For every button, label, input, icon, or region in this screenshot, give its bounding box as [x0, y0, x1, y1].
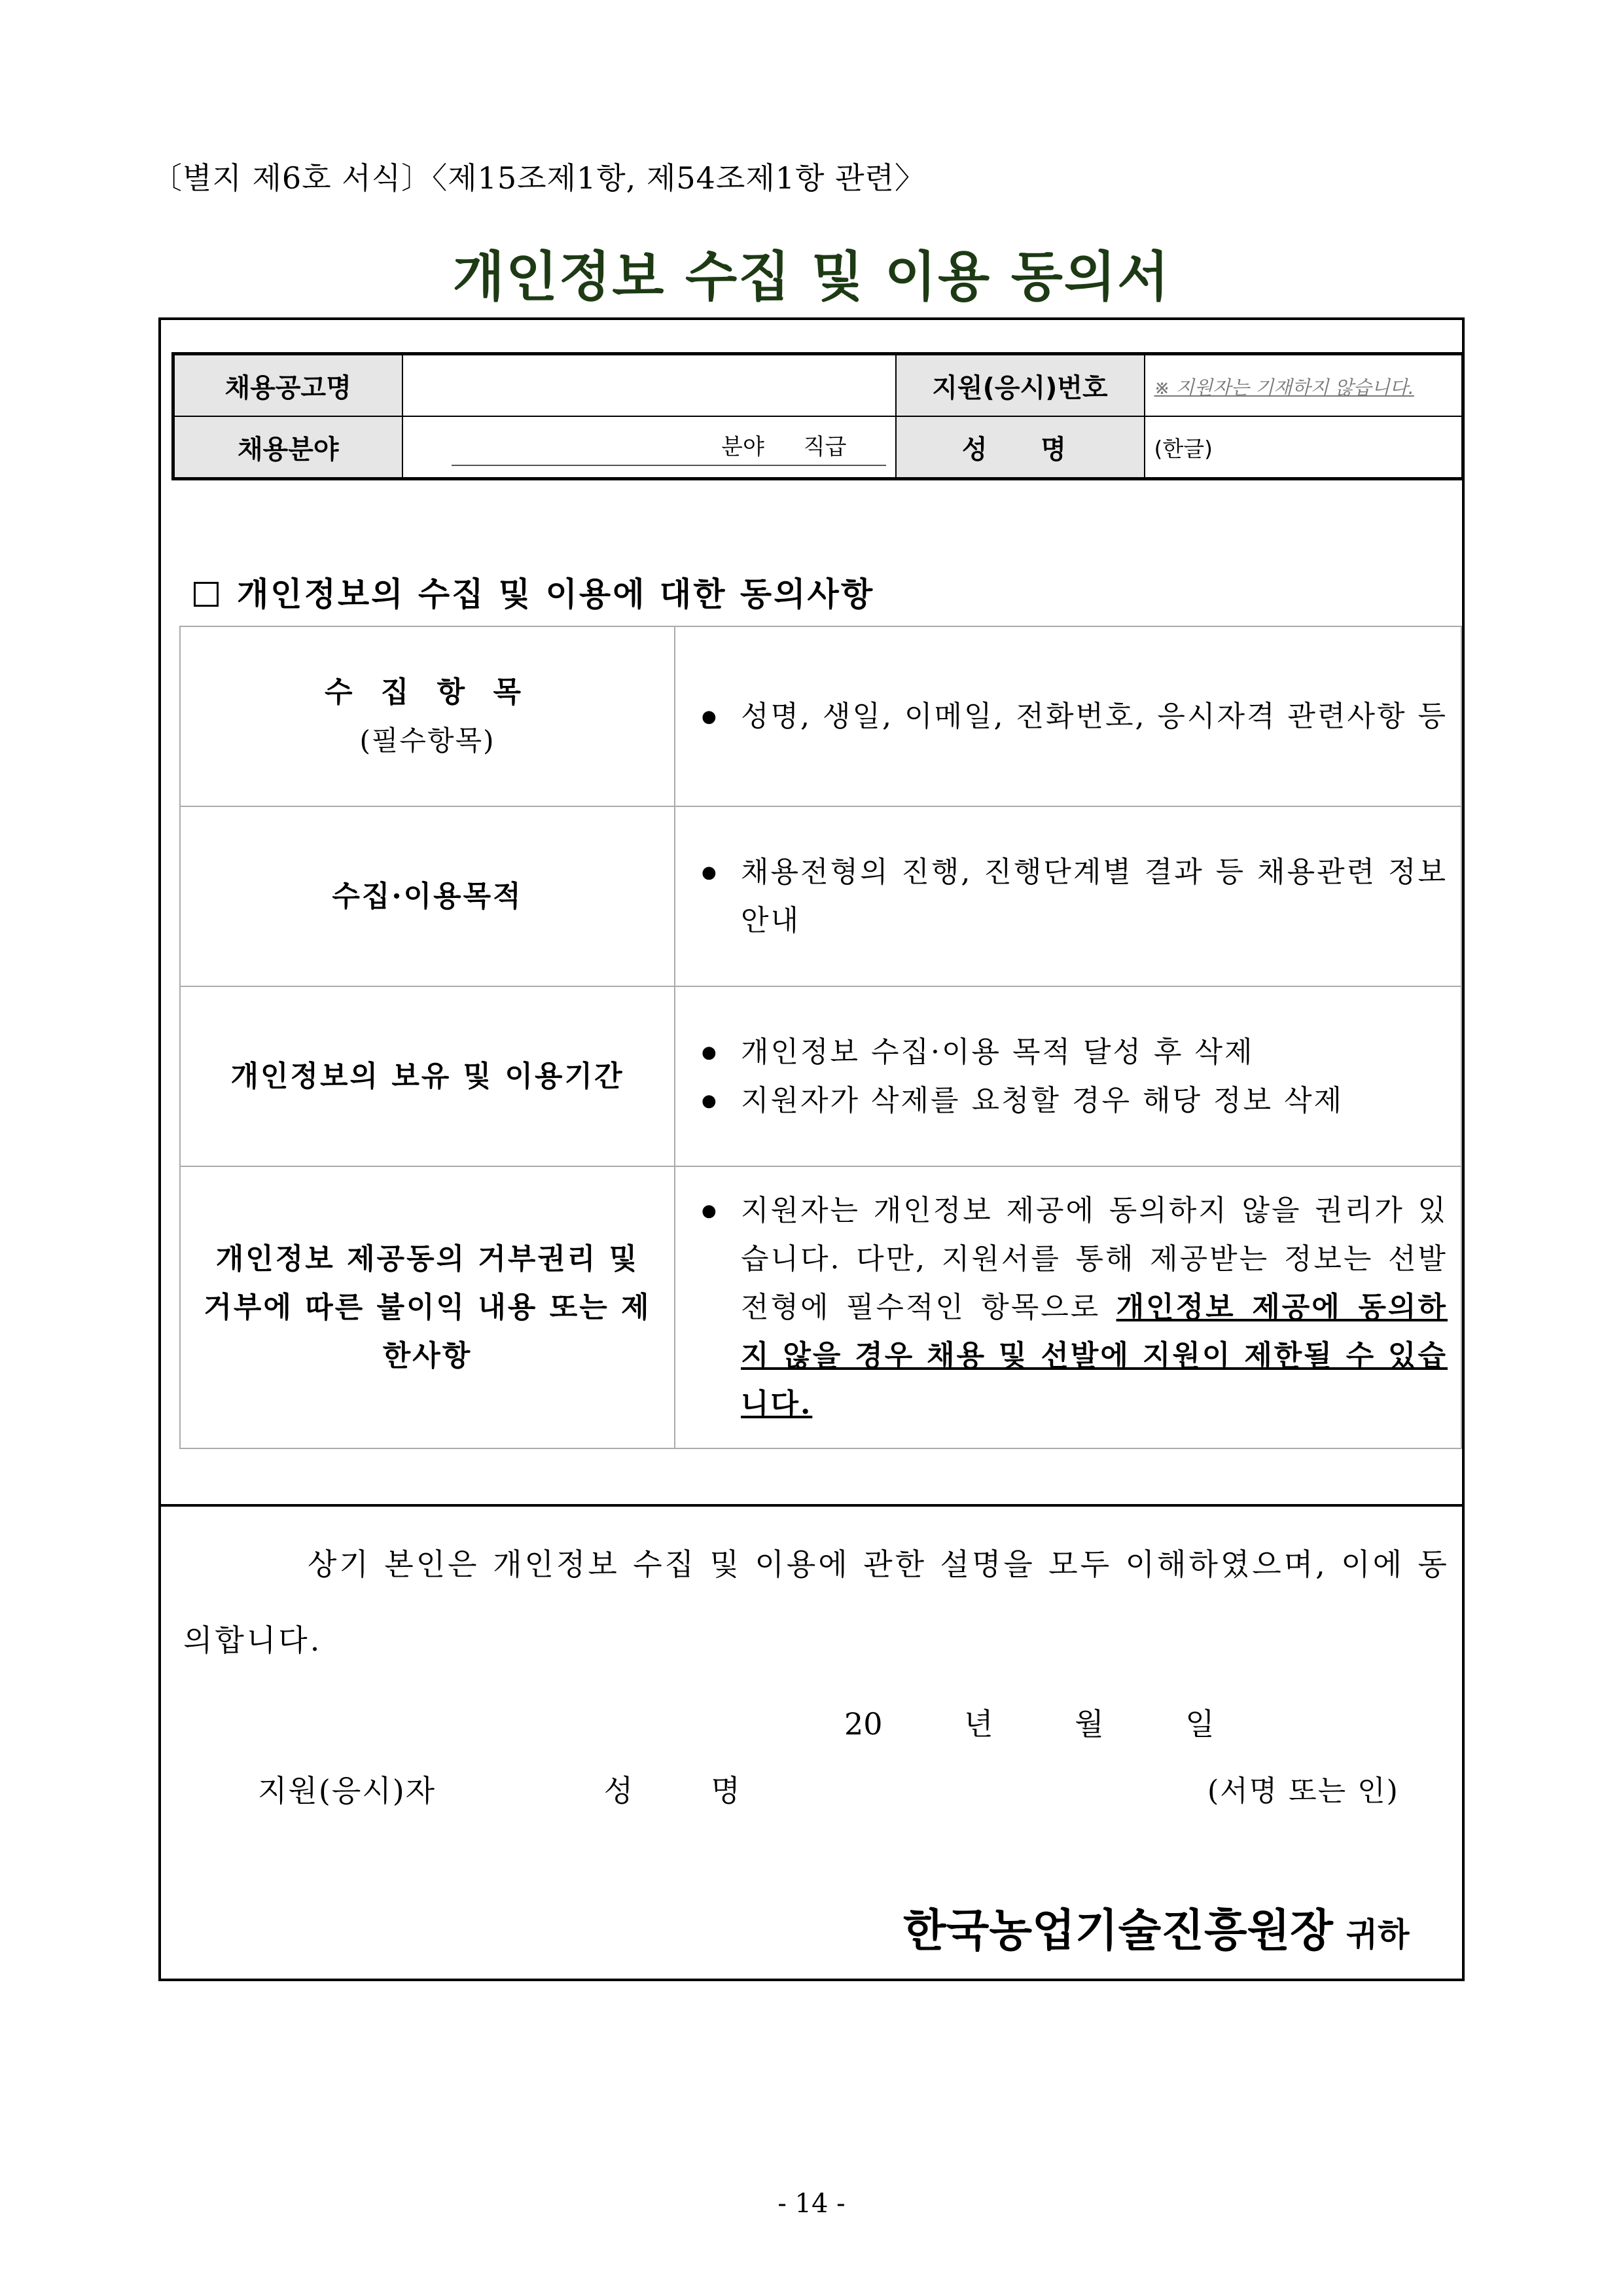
retention-label: 개인정보의 보유 및 이용기간	[180, 986, 675, 1166]
list-item: ● 개인정보 수집·이용 목적 달성 후 삭제	[702, 1028, 1448, 1077]
retention-content	[675, 986, 1461, 1166]
section-heading-text: 개인정보의 수집 및 이용에 대한 동의사항	[237, 575, 875, 613]
date-month-unit: 월	[1075, 1706, 1104, 1742]
consent-table	[179, 626, 1462, 1449]
name-field[interactable]	[1145, 416, 1463, 479]
signature-hint: (서명 또는 인)	[1207, 1774, 1399, 1808]
checkbox-icon	[194, 582, 219, 607]
job-notice-field[interactable]	[402, 354, 896, 417]
collect-items-label	[180, 626, 675, 806]
table-row	[180, 626, 1461, 806]
name-label: 성 명	[896, 416, 1145, 479]
applicant-no-hint: ※ 지원자는 기재하지 않습니다.	[1154, 376, 1414, 399]
recipient-name: 한국농업기술진흥원장	[903, 1905, 1333, 1957]
collect-items-content	[675, 626, 1461, 806]
field-unit-text: 분야	[721, 433, 764, 460]
recipient-suffix: 귀하	[1346, 1916, 1410, 1954]
date-line	[844, 1700, 1287, 1744]
applicant-label: 지원(응시)자	[258, 1773, 437, 1808]
refusal-rights-content	[675, 1166, 1461, 1448]
collect-items-sublabel: (필수항목)	[359, 724, 495, 757]
list-item: ● 지원자가 삭제를 요청할 경우 해당 정보 삭제	[702, 1077, 1448, 1125]
applicant-no-field[interactable]	[1145, 354, 1463, 417]
table-row	[180, 1166, 1461, 1448]
job-field-input[interactable]	[402, 416, 896, 479]
agreement-statement: 상기 본인은 개인정보 수집 및 이용에 관한 설명을 모두 이해하였으며, 이에 동의합니다.	[183, 1547, 1450, 1658]
refusal-plain-text: 지원자는 개인정보 제공에 동의하지 않을 권리가 있습니다. 다만, 지원서를 통해 제공받는 정보는 선발 전형에 필수적인 항목으로	[741, 1193, 1448, 1324]
table-row	[180, 986, 1461, 1166]
signer-name-label: 성 명	[603, 1773, 760, 1808]
applicant-info-table	[171, 352, 1465, 480]
collect-items-title: 수 집 항 목	[325, 675, 530, 709]
purpose-label: 수집·이용목적	[180, 806, 675, 986]
refusal-emphasis-text: 개인정보 제공에 동의하지 않을 경우 채용 및 선발에 지원이 제한될 수 있습니다.	[741, 1290, 1448, 1421]
section-heading	[194, 568, 874, 615]
form-reference: 〔별지 제6호 서식〕〈제15조제1항, 제54조제1항 관련〉	[152, 160, 925, 196]
document-title: 개인정보 수집 및 이용 동의서	[452, 246, 1171, 308]
grade-unit-text: 직급	[803, 433, 847, 460]
job-notice-label: 채용공고명	[173, 354, 402, 417]
purpose-content	[675, 806, 1461, 986]
list-item: ● 성명, 생일, 이메일, 전화번호, 응시자격 관련사항 등	[702, 692, 1448, 741]
recipient	[903, 1895, 1410, 1959]
form-divider	[158, 1504, 1465, 1507]
refusal-rights-label: 개인정보 제공동의 거부권리 및 거부에 따른 불이익 내용 또는 제한사항	[180, 1166, 675, 1448]
list-item: ● 채용전형의 진행, 진행단계별 결과 등 채용관련 정보 안내	[702, 848, 1448, 945]
signature-line	[258, 1767, 760, 1810]
table-row	[180, 806, 1461, 986]
name-hint: (한글)	[1154, 435, 1213, 461]
job-field-label: 채용분야	[173, 416, 402, 479]
page-number: - 14 -	[777, 2189, 846, 2219]
list-item	[702, 1187, 1448, 1429]
date-year: 20	[844, 1706, 883, 1742]
applicant-no-label: 지원(응시)번호	[896, 354, 1145, 417]
date-day-unit: 일	[1185, 1706, 1215, 1742]
date-year-unit: 년	[964, 1706, 993, 1742]
